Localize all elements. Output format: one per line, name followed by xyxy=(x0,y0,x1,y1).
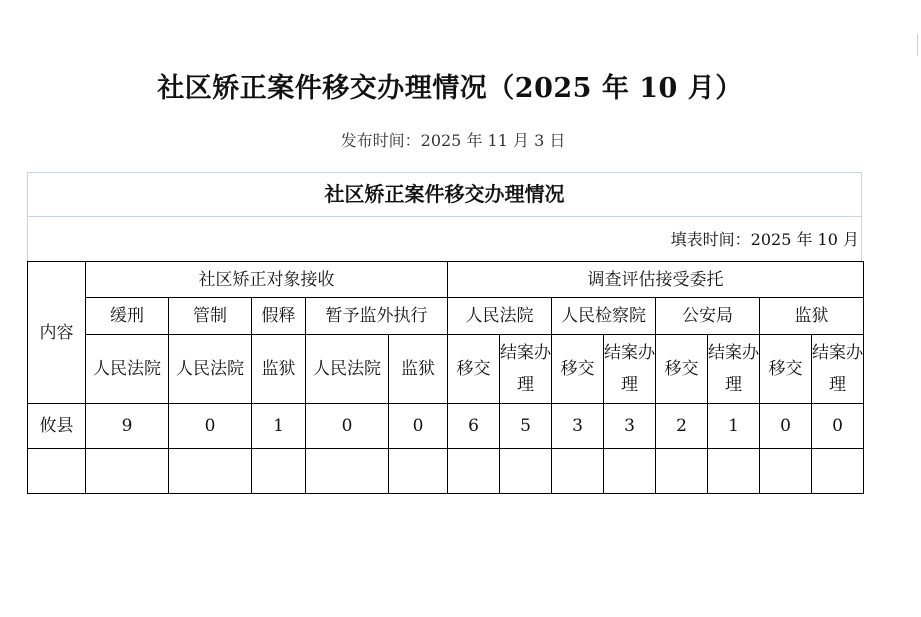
fill-time: 填表时间：2025 年 10 月 xyxy=(670,230,859,249)
header-survey-procuratorate: 人民检察院 xyxy=(552,298,656,335)
cell-police-transfer: 2 xyxy=(656,404,708,449)
header-temp-exec-prison: 监狱 xyxy=(389,335,448,404)
statistics-table xyxy=(27,261,864,494)
cell-court-transfer: 6 xyxy=(448,404,500,449)
header-content: 内容 xyxy=(28,262,86,404)
scrollbar-edge[interactable] xyxy=(917,34,921,56)
header-control-court: 人民法院 xyxy=(169,335,252,404)
header-control: 管制 xyxy=(169,298,252,335)
cell-empty xyxy=(656,449,708,494)
table-row xyxy=(28,449,864,494)
cell-empty xyxy=(389,449,448,494)
cell-parole-prison: 1 xyxy=(252,404,306,449)
cell-empty xyxy=(760,449,812,494)
cell-empty xyxy=(500,449,552,494)
cell-prison-closed: 0 xyxy=(812,404,864,449)
cell-empty xyxy=(169,449,252,494)
cell-procuratorate-closed: 3 xyxy=(604,404,656,449)
header-prison-transfer: 移交 xyxy=(760,335,812,404)
cell-control-court: 0 xyxy=(169,404,252,449)
cell-temp-exec-prison: 0 xyxy=(389,404,448,449)
header-temp-exec: 暂予监外执行 xyxy=(306,298,448,335)
header-parole-prison: 监狱 xyxy=(252,335,306,404)
header-police-transfer: 移交 xyxy=(656,335,708,404)
header-survey-police: 公安局 xyxy=(656,298,760,335)
header-survey-court: 人民法院 xyxy=(448,298,552,335)
cell-empty xyxy=(708,449,760,494)
header-police-closed: 结案办理 xyxy=(708,335,760,404)
cell-prison-transfer: 0 xyxy=(760,404,812,449)
header-group-receive: 社区矫正对象接收 xyxy=(86,262,448,298)
header-court-closed: 结案办理 xyxy=(500,335,552,404)
cell-empty xyxy=(604,449,656,494)
header-court-transfer: 移交 xyxy=(448,335,500,404)
cell-empty xyxy=(86,449,169,494)
cell-police-closed: 1 xyxy=(708,404,760,449)
row-name xyxy=(28,449,86,494)
table-heading: 社区矫正案件移交办理情况 xyxy=(28,173,861,217)
header-prison-closed: 结案办理 xyxy=(812,335,864,404)
cell-empty xyxy=(552,449,604,494)
page-title: 社区矫正案件移交办理情况（2025 年 10 月） xyxy=(157,73,743,104)
table-row xyxy=(28,404,864,449)
header-probation: 缓刑 xyxy=(86,298,169,335)
header-procuratorate-transfer: 移交 xyxy=(552,335,604,404)
header-survey-prison: 监狱 xyxy=(760,298,864,335)
row-name: 攸县 xyxy=(28,404,86,449)
cell-empty xyxy=(306,449,389,494)
cell-probation-court: 9 xyxy=(86,404,169,449)
header-group-survey: 调查评估接受委托 xyxy=(448,262,864,298)
table-caption-frame xyxy=(27,172,862,262)
cell-empty xyxy=(812,449,864,494)
cell-temp-exec-court: 0 xyxy=(306,404,389,449)
cell-empty xyxy=(252,449,306,494)
publish-time: 发布时间：2025 年 11 月 3 日 xyxy=(340,131,566,150)
header-temp-exec-court: 人民法院 xyxy=(306,335,389,404)
header-probation-court: 人民法院 xyxy=(86,335,169,404)
header-parole: 假释 xyxy=(252,298,306,335)
cell-procuratorate-transfer: 3 xyxy=(552,404,604,449)
cell-court-closed: 5 xyxy=(500,404,552,449)
header-procuratorate-closed: 结案办理 xyxy=(604,335,656,404)
cell-empty xyxy=(448,449,500,494)
